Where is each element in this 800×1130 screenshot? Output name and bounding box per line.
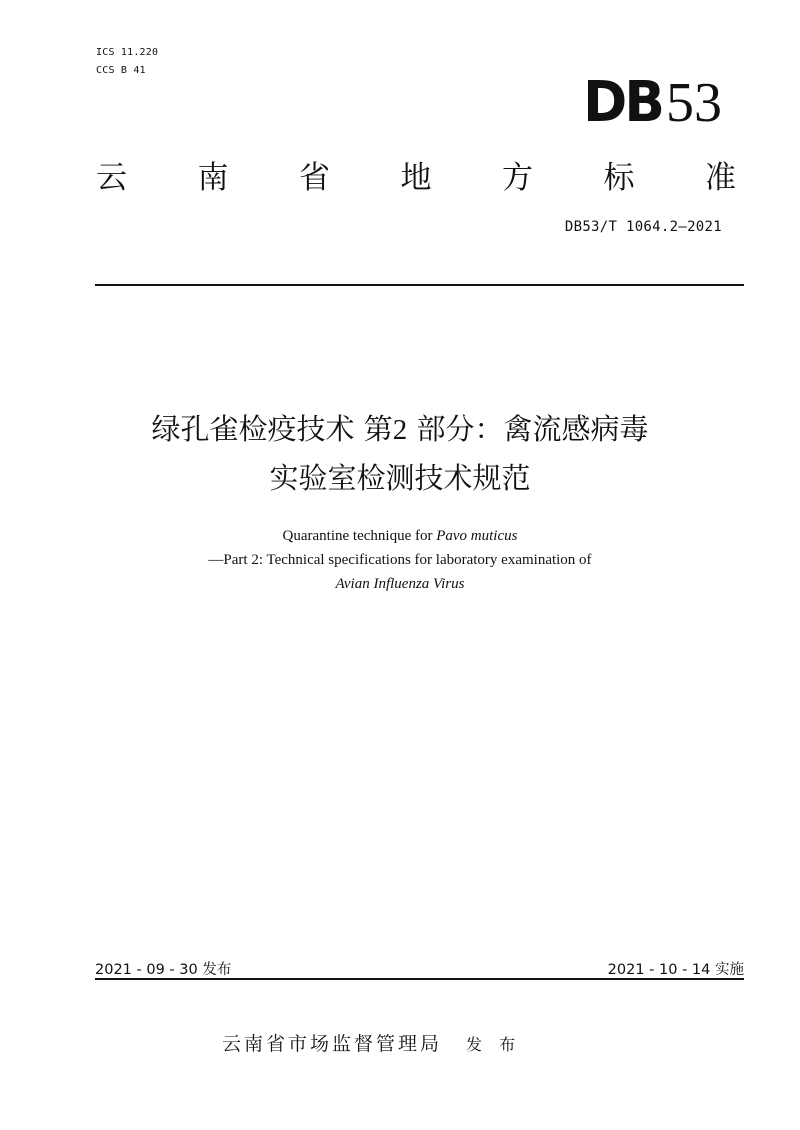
chinese-title-line1 (152, 412, 649, 446)
chinese-title-part-number: 2 (392, 414, 408, 446)
publisher-action: 发 布 (466, 1035, 522, 1054)
ccs-code: CCS B 41 (96, 65, 146, 76)
standard-type-char: 方 (502, 160, 533, 196)
english-title-virus: Avian Influenza Virus (335, 576, 465, 592)
publisher (222, 1029, 521, 1056)
chinese-title (0, 405, 800, 502)
issue-date: 2021 - 09 - 30 发布 (95, 962, 232, 978)
bottom-divider (95, 978, 744, 980)
english-title-line1 (0, 524, 800, 548)
chinese-title-part-a: 绿孔雀检疫技术 第 (151, 412, 393, 446)
standard-type-char: 云 (96, 160, 127, 196)
standard-type-char: 地 (400, 160, 432, 196)
publisher-name: 云南省市场监督管理局 (222, 1033, 443, 1055)
english-title-species: Pavo muticus (436, 528, 518, 544)
english-title-line2: —Part 2: Technical specifications for laboratory examination of (208, 552, 592, 568)
english-title-line3 (0, 572, 800, 596)
top-divider (95, 284, 744, 286)
chinese-title-line2: 实验室检测技术规范 (269, 461, 531, 495)
classification-codes (96, 44, 158, 80)
standard-logo (581, 70, 722, 135)
english-title-line1-plain: Quarantine technique for (282, 528, 437, 544)
db-prefix: DB (582, 70, 662, 135)
standard-type-char: 标 (603, 160, 635, 196)
standard-type-char: 南 (197, 160, 229, 196)
chinese-title-part-b: 部分：禽流感病毒 (416, 412, 649, 446)
standard-type-char: 准 (705, 160, 736, 196)
implementation-date: 2021 - 10 - 14 实施 (607, 962, 744, 978)
standard-type-char: 省 (299, 160, 330, 196)
db-province-number: 53 (666, 72, 722, 134)
standard-number: DB53/T 1064.2—2021 (564, 219, 722, 235)
ics-code: ICS 11.220 (96, 47, 159, 58)
date-row (95, 958, 744, 980)
english-title (0, 524, 800, 596)
standard-type (96, 152, 736, 197)
